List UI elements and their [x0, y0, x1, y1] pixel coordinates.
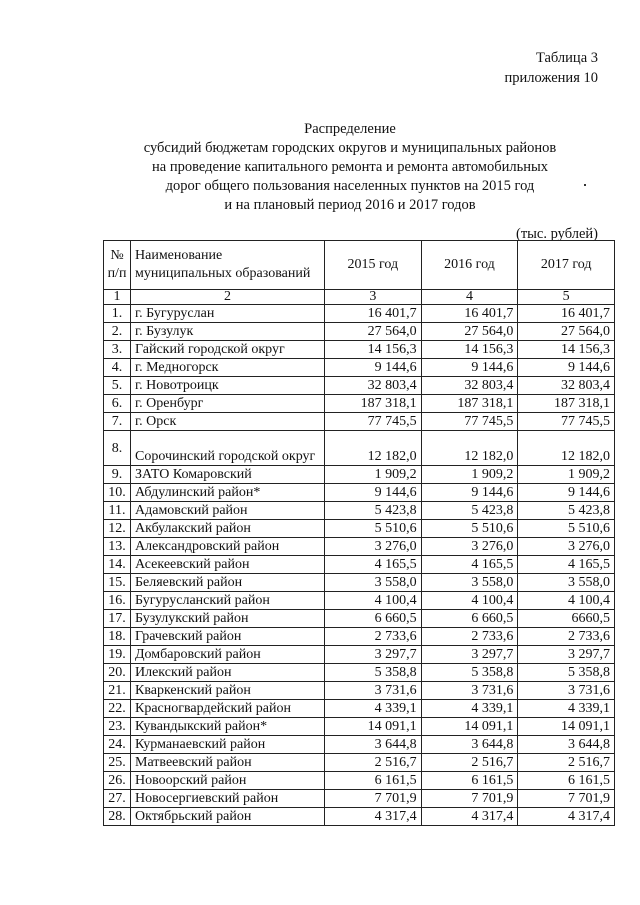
header-no: № п/п — [104, 241, 131, 290]
value-2017: 4 339,1 — [518, 700, 615, 718]
value-2017: 32 803,4 — [518, 377, 615, 395]
table-row — [104, 682, 615, 700]
row-number: 18. — [104, 628, 131, 646]
value-2015: 1 909,2 — [325, 466, 422, 484]
municipality-name: г. Новотроицк — [131, 377, 325, 395]
value-2017: 3 644,8 — [518, 736, 615, 754]
municipality-name: ЗАТО Комаровский — [131, 466, 325, 484]
municipality-name: г. Бузулук — [131, 323, 325, 341]
column-index: 4 — [421, 290, 518, 305]
subsidy-table — [103, 240, 615, 826]
value-2017: 4 165,5 — [518, 556, 615, 574]
value-2015: 77 745,5 — [325, 413, 422, 431]
header-2016: 2016 год — [421, 241, 518, 290]
table-row — [104, 413, 615, 431]
value-2015: 14 156,3 — [325, 341, 422, 359]
document-title — [90, 120, 610, 215]
row-number: 23. — [104, 718, 131, 736]
value-2017: 77 745,5 — [518, 413, 615, 431]
municipality-name: г. Орск — [131, 413, 325, 431]
title-line: и на плановый период 2016 и 2017 годов — [224, 197, 476, 213]
table-row — [104, 377, 615, 395]
value-2017: 12 182,0 — [518, 431, 615, 466]
row-number: 17. — [104, 610, 131, 628]
value-2015: 3 731,6 — [325, 682, 422, 700]
row-number: 26. — [104, 772, 131, 790]
value-2017: 4 317,4 — [518, 808, 615, 826]
value-2017: 27 564,0 — [518, 323, 615, 341]
municipality-name: Матвеевский район — [131, 754, 325, 772]
row-number: 15. — [104, 574, 131, 592]
value-2016: 27 564,0 — [421, 323, 518, 341]
municipality-name: Красногвардейский район — [131, 700, 325, 718]
table-row — [104, 484, 615, 502]
value-2015: 2 733,6 — [325, 628, 422, 646]
municipality-name: Александровский район — [131, 538, 325, 556]
row-number: 8. — [104, 431, 131, 466]
value-2015: 9 144,6 — [325, 484, 422, 502]
value-2016: 4 100,4 — [421, 592, 518, 610]
table-label: Таблица 3 — [535, 50, 598, 66]
value-2017: 14 156,3 — [518, 341, 615, 359]
value-2017: 3 276,0 — [518, 538, 615, 556]
row-number: 2. — [104, 323, 131, 341]
table-row — [104, 718, 615, 736]
value-2016: 7 701,9 — [421, 790, 518, 808]
table-row — [104, 431, 615, 466]
value-2017: 4 100,4 — [518, 592, 615, 610]
appendix-label: приложения 10 — [504, 70, 598, 86]
value-2015: 5 423,8 — [325, 502, 422, 520]
table-row — [104, 754, 615, 772]
column-index: 5 — [518, 290, 615, 305]
row-number: 6. — [104, 395, 131, 413]
value-2015: 16 401,7 — [325, 305, 422, 323]
municipality-name: Кваркенский район — [131, 682, 325, 700]
value-2016: 3 644,8 — [421, 736, 518, 754]
value-2016: 12 182,0 — [421, 431, 518, 466]
value-2017: 187 318,1 — [518, 395, 615, 413]
value-2016: 4 317,4 — [421, 808, 518, 826]
row-number: 16. — [104, 592, 131, 610]
municipality-name: г. Бугуруслан — [131, 305, 325, 323]
value-2016: 9 144,6 — [421, 484, 518, 502]
municipality-name: г. Оренбург — [131, 395, 325, 413]
municipality-name: Адамовский район — [131, 502, 325, 520]
row-number: 20. — [104, 664, 131, 682]
table-row — [104, 466, 615, 484]
value-2015: 14 091,1 — [325, 718, 422, 736]
value-2016: 1 909,2 — [421, 466, 518, 484]
table-row — [104, 808, 615, 826]
value-2016: 6 660,5 — [421, 610, 518, 628]
table-row — [104, 700, 615, 718]
value-2015: 4 317,4 — [325, 808, 422, 826]
value-2016: 2 516,7 — [421, 754, 518, 772]
value-2015: 5 358,8 — [325, 664, 422, 682]
document-header — [505, 48, 598, 88]
table-row — [104, 305, 615, 323]
row-number: 4. — [104, 359, 131, 377]
municipality-name: Беляевский район — [131, 574, 325, 592]
value-2015: 3 558,0 — [325, 574, 422, 592]
value-2016: 9 144,6 — [421, 359, 518, 377]
row-number: 27. — [104, 790, 131, 808]
value-2015: 4 100,4 — [325, 592, 422, 610]
value-2017: 9 144,6 — [518, 484, 615, 502]
municipality-name: Новосергиевский район — [131, 790, 325, 808]
value-2017: 2 733,6 — [518, 628, 615, 646]
value-2015: 12 182,0 — [325, 431, 422, 466]
row-number: 12. — [104, 520, 131, 538]
municipality-name: Илекский район — [131, 664, 325, 682]
value-2017: 6660,5 — [518, 610, 615, 628]
row-number: 19. — [104, 646, 131, 664]
table-row — [104, 736, 615, 754]
title-line: на проведение капитального ремонта и ремонта автомобильных — [152, 159, 548, 175]
value-2017: 5 358,8 — [518, 664, 615, 682]
title-line: дорог общего пользования населенных пунктов на 2015 год — [165, 178, 535, 194]
table-row — [104, 520, 615, 538]
value-2017: 3 297,7 — [518, 646, 615, 664]
municipality-name: Акбулакский район — [131, 520, 325, 538]
value-2017: 3 558,0 — [518, 574, 615, 592]
title-line: Распределение — [304, 121, 396, 137]
value-2017: 1 909,2 — [518, 466, 615, 484]
value-2016: 4 339,1 — [421, 700, 518, 718]
table-row — [104, 538, 615, 556]
value-2016: 14 156,3 — [421, 341, 518, 359]
value-2017: 6 161,5 — [518, 772, 615, 790]
row-number: 24. — [104, 736, 131, 754]
column-index: 1 — [104, 290, 131, 305]
municipality-name: Новоорский район — [131, 772, 325, 790]
row-number: 21. — [104, 682, 131, 700]
value-2017: 16 401,7 — [518, 305, 615, 323]
table-row — [104, 646, 615, 664]
row-number: 25. — [104, 754, 131, 772]
municipality-name: Бузулукский район — [131, 610, 325, 628]
value-2015: 4 165,5 — [325, 556, 422, 574]
column-index: 3 — [325, 290, 422, 305]
row-number: 10. — [104, 484, 131, 502]
row-number: 5. — [104, 377, 131, 395]
value-2016: 5 358,8 — [421, 664, 518, 682]
value-2016: 77 745,5 — [421, 413, 518, 431]
municipality-name: Домбаровский район — [131, 646, 325, 664]
value-2016: 3 297,7 — [421, 646, 518, 664]
row-number: 9. — [104, 466, 131, 484]
value-2015: 7 701,9 — [325, 790, 422, 808]
value-2016: 3 558,0 — [421, 574, 518, 592]
table-row — [104, 592, 615, 610]
value-2017: 5 510,6 — [518, 520, 615, 538]
table-row — [104, 395, 615, 413]
table-body — [104, 305, 615, 826]
value-2017: 5 423,8 — [518, 502, 615, 520]
table-row — [104, 359, 615, 377]
row-number: 22. — [104, 700, 131, 718]
municipality-name: Грачевский район — [131, 628, 325, 646]
value-2015: 6 660,5 — [325, 610, 422, 628]
table-row — [104, 610, 615, 628]
value-2015: 9 144,6 — [325, 359, 422, 377]
scan-speck — [584, 184, 586, 186]
value-2016: 3 731,6 — [421, 682, 518, 700]
value-2016: 16 401,7 — [421, 305, 518, 323]
header-2017: 2017 год — [518, 241, 615, 290]
table-row — [104, 628, 615, 646]
row-number: 11. — [104, 502, 131, 520]
value-2017: 14 091,1 — [518, 718, 615, 736]
value-2015: 3 297,7 — [325, 646, 422, 664]
value-2016: 4 165,5 — [421, 556, 518, 574]
value-2016: 2 733,6 — [421, 628, 518, 646]
table-row — [104, 664, 615, 682]
table-header-row — [104, 241, 615, 290]
value-2015: 2 516,7 — [325, 754, 422, 772]
column-index: 2 — [131, 290, 325, 305]
municipality-name: Октябрьский район — [131, 808, 325, 826]
value-2015: 27 564,0 — [325, 323, 422, 341]
municipality-name: Асекеевский район — [131, 556, 325, 574]
row-number: 1. — [104, 305, 131, 323]
table-row — [104, 772, 615, 790]
table-row — [104, 556, 615, 574]
value-2016: 14 091,1 — [421, 718, 518, 736]
value-2015: 187 318,1 — [325, 395, 422, 413]
title-line: субсидий бюджетам городских округов и муниципальных районов — [143, 140, 557, 156]
value-2016: 187 318,1 — [421, 395, 518, 413]
value-2016: 32 803,4 — [421, 377, 518, 395]
column-index-row — [104, 290, 615, 305]
municipality-name: Сорочинский городской округ — [131, 431, 325, 466]
value-2017: 7 701,9 — [518, 790, 615, 808]
value-2017: 3 731,6 — [518, 682, 615, 700]
row-number: 3. — [104, 341, 131, 359]
table-row — [104, 790, 615, 808]
table-row — [104, 574, 615, 592]
value-2016: 6 161,5 — [421, 772, 518, 790]
value-2015: 3 276,0 — [325, 538, 422, 556]
value-2016: 5 423,8 — [421, 502, 518, 520]
table-row — [104, 323, 615, 341]
municipality-name: Кувандыкский район* — [131, 718, 325, 736]
value-2016: 3 276,0 — [421, 538, 518, 556]
row-number: 28. — [104, 808, 131, 826]
table-row — [104, 502, 615, 520]
value-2015: 6 161,5 — [325, 772, 422, 790]
row-number: 13. — [104, 538, 131, 556]
value-2017: 2 516,7 — [518, 754, 615, 772]
table-row — [104, 341, 615, 359]
value-2015: 3 644,8 — [325, 736, 422, 754]
row-number: 7. — [104, 413, 131, 431]
value-2015: 4 339,1 — [325, 700, 422, 718]
header-name: Наименование муниципальных образований — [131, 241, 325, 290]
municipality-name: Абдулинский район* — [131, 484, 325, 502]
value-2017: 9 144,6 — [518, 359, 615, 377]
value-2016: 5 510,6 — [421, 520, 518, 538]
value-2015: 5 510,6 — [325, 520, 422, 538]
municipality-name: Гайский городской округ — [131, 341, 325, 359]
header-2015: 2015 год — [325, 241, 422, 290]
municipality-name: Курманаевский район — [131, 736, 325, 754]
units-label: (тыс. рублей) — [516, 226, 598, 242]
municipality-name: г. Медногорск — [131, 359, 325, 377]
value-2015: 32 803,4 — [325, 377, 422, 395]
municipality-name: Бугурусланский район — [131, 592, 325, 610]
row-number: 14. — [104, 556, 131, 574]
